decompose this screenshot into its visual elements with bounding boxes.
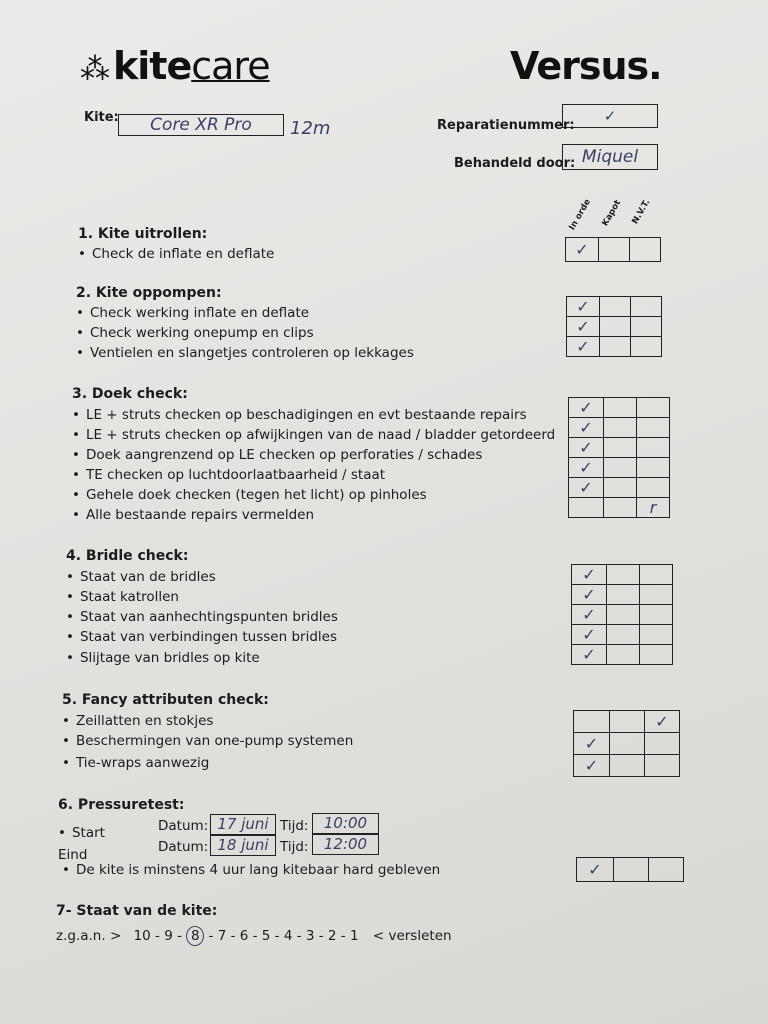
section-4-title: 4. Bridle check: <box>66 548 189 564</box>
check-cell[interactable] <box>600 317 631 337</box>
check-cell[interactable] <box>600 337 631 357</box>
kitecare-logo: ⁂ kitecare <box>80 44 270 88</box>
check-cell[interactable]: ✓ <box>569 418 604 438</box>
check-cell[interactable] <box>631 297 662 317</box>
check-cell[interactable] <box>607 645 640 665</box>
versus-logo: Versus. <box>510 44 662 88</box>
check-cell[interactable]: ✓ <box>569 458 604 478</box>
check-cell[interactable]: ✓ <box>574 733 610 755</box>
check-cell[interactable]: ✓ <box>572 565 607 585</box>
check-cell[interactable]: r <box>637 498 670 518</box>
section-4-item-3: • Staat van aanhechtingspunten bridles <box>66 609 338 625</box>
section-3-item-4: • TE checken op luchtdoorlaatbaarheid / staat <box>72 467 385 483</box>
section-6-title: 6. Pressuretest: <box>58 797 185 813</box>
check-cell[interactable] <box>614 858 649 882</box>
state-selected[interactable]: 8 <box>186 926 204 946</box>
check-cell[interactable] <box>640 625 673 645</box>
start-time-field[interactable]: 10:00 <box>312 813 379 834</box>
column-kapot: Kapot <box>600 198 624 228</box>
section-3-item-3: • Doek aangrenzend op LE checken op perforaties / schades <box>72 447 482 463</box>
column-nvt: N.V.T. <box>630 197 653 226</box>
check-cell[interactable]: ✓ <box>566 238 599 262</box>
check-cell[interactable]: ✓ <box>572 605 607 625</box>
check-cell[interactable] <box>574 711 610 733</box>
check-cell[interactable] <box>637 478 670 498</box>
check-cell[interactable]: ✓ <box>567 317 600 337</box>
check-cell[interactable] <box>637 398 670 418</box>
section-2-title: 2. Kite oppompen: <box>76 285 222 301</box>
repair-number-label: Reparatienummer: <box>437 118 575 133</box>
section-5-item-3: • Tie-wraps aanwezig <box>62 755 209 771</box>
check-cell[interactable]: ✓ <box>572 585 607 605</box>
check-cell[interactable] <box>604 418 637 438</box>
start-time-label: Tijd: <box>280 818 309 834</box>
check-cell[interactable] <box>607 605 640 625</box>
check-cell[interactable] <box>610 711 645 733</box>
section-5-item-1: • Zeillatten en stokjes <box>62 713 213 729</box>
kite-size-value: 12m <box>290 118 331 139</box>
check-cell[interactable] <box>610 733 645 755</box>
check-cell[interactable]: ✓ <box>645 711 680 733</box>
section-3-title: 3. Doek check: <box>72 386 188 402</box>
section-4-item-5: • Slijtage van bridles op kite <box>66 650 260 666</box>
end-date-label: Datum: <box>158 839 209 855</box>
check-cell[interactable] <box>604 478 637 498</box>
check-cell[interactable]: ✓ <box>569 438 604 458</box>
check-cell[interactable] <box>640 585 673 605</box>
check-cell[interactable] <box>569 498 604 518</box>
check-cell[interactable]: ✓ <box>572 645 607 665</box>
section-5-grid <box>573 710 680 777</box>
check-cell[interactable] <box>637 438 670 458</box>
kite-label: Kite: <box>84 110 119 125</box>
repair-number-field[interactable]: ✓ <box>562 104 658 128</box>
section-2-item-1: • Check werking inflate en deflate <box>76 305 309 321</box>
section-2-item-3: • Ventielen en slangetjes controleren op lekkages <box>76 345 414 361</box>
check-cell[interactable] <box>607 565 640 585</box>
section-2-item-2: • Check werking onepump en clips <box>76 325 314 341</box>
section-3-item-6: • Alle bestaande repairs vermelden <box>72 507 314 523</box>
section-4-item-1: • Staat van de bridles <box>66 569 216 585</box>
kite-logo-icon: ⁂ <box>80 52 109 87</box>
end-time-label: Tijd: <box>280 839 309 855</box>
check-cell[interactable] <box>637 458 670 478</box>
end-time-field[interactable]: 12:00 <box>312 834 379 855</box>
check-cell[interactable] <box>645 733 680 755</box>
handled-by-label: Behandeld door: <box>454 156 576 171</box>
state-after: - 7 - 6 - 5 - 4 - 3 - 2 - 1 <box>208 928 359 944</box>
section-4-item-4: • Staat van verbindingen tussen bridles <box>66 629 337 645</box>
check-cell[interactable]: ✓ <box>569 478 604 498</box>
check-cell[interactable] <box>645 755 680 777</box>
pressure-check-item: • De kite is minstens 4 uur lang kitebaar hard gebleven <box>62 862 440 878</box>
check-cell[interactable] <box>599 238 630 262</box>
section-3-item-5: • Gehele doek checken (tegen het licht) op pinholes <box>72 487 427 503</box>
section-7-title: 7- Staat van de kite: <box>56 903 218 919</box>
check-cell[interactable] <box>649 858 684 882</box>
state-prefix: z.g.a.n. > <box>56 928 122 944</box>
check-cell[interactable] <box>631 337 662 357</box>
state-suffix: < versleten <box>372 928 452 944</box>
state-before: 10 - 9 - <box>133 928 182 944</box>
section-4-grid <box>571 564 673 665</box>
check-cell[interactable]: ✓ <box>577 858 614 882</box>
check-cell[interactable] <box>604 458 637 478</box>
check-cell[interactable] <box>640 565 673 585</box>
column-in-orde: In orde <box>567 197 594 232</box>
state-scale <box>56 926 452 946</box>
check-cell[interactable] <box>631 317 662 337</box>
check-cell[interactable]: ✓ <box>572 625 607 645</box>
pressure-end-label: Eind <box>58 847 88 863</box>
section-3-item-1: • LE + struts checken op beschadigingen en evt bestaande repairs <box>72 407 527 423</box>
check-cell[interactable] <box>604 498 637 518</box>
section-3-item-2: • LE + struts checken op afwijkingen van de naad / bladder getordeerd <box>72 427 555 443</box>
check-cell[interactable] <box>604 438 637 458</box>
section-1-item-1: • Check de inflate en deflate <box>78 246 274 262</box>
check-cell[interactable] <box>610 755 645 777</box>
start-date-label: Datum: <box>158 818 209 834</box>
end-date-field[interactable]: 18 juni <box>210 835 276 856</box>
check-cell[interactable] <box>604 398 637 418</box>
check-cell[interactable] <box>600 297 631 317</box>
check-cell[interactable] <box>607 585 640 605</box>
start-date-field[interactable]: 17 juni <box>210 814 276 835</box>
section-6-grid <box>576 857 684 882</box>
kite-name-field[interactable]: Core XR Pro <box>118 114 284 136</box>
check-cell[interactable]: ✓ <box>569 398 604 418</box>
check-cell[interactable]: ✓ <box>574 755 610 777</box>
check-cell[interactable] <box>637 418 670 438</box>
section-2-grid <box>566 296 662 357</box>
check-cell[interactable] <box>640 645 673 665</box>
check-cell[interactable] <box>607 625 640 645</box>
handled-by-field[interactable]: Miquel <box>562 144 658 170</box>
section-5-item-2: • Beschermingen van one-pump systemen <box>62 733 353 749</box>
section-3-grid <box>568 397 670 518</box>
check-cell[interactable]: ✓ <box>567 297 600 317</box>
check-cell[interactable]: ✓ <box>567 337 600 357</box>
pressure-start-label: • Start <box>58 825 105 841</box>
section-5-title: 5. Fancy attributen check: <box>62 692 269 708</box>
section-1-grid <box>565 237 661 262</box>
check-cell[interactable] <box>630 238 661 262</box>
section-1-title: 1. Kite uitrollen: <box>78 226 208 242</box>
check-cell[interactable] <box>640 605 673 625</box>
section-4-item-2: • Staat katrollen <box>66 589 179 605</box>
